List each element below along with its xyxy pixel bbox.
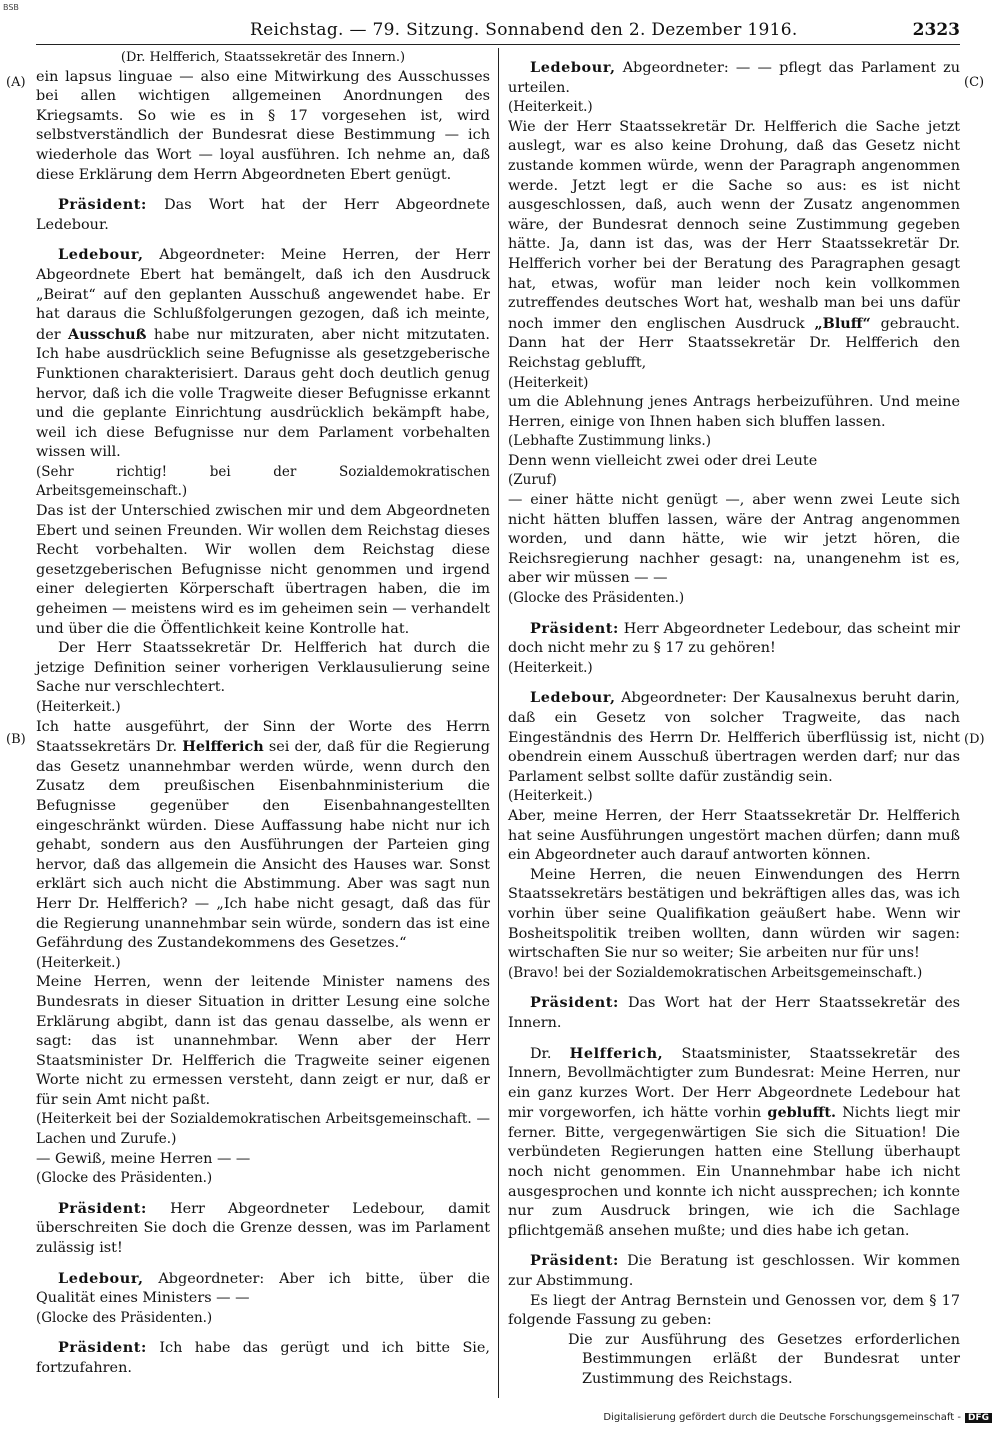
margin-marker-c: (C) xyxy=(964,75,985,90)
header-title: Reichstag. — 79. Sitzung. Sonnabend den 2. Dezember 1916. xyxy=(250,20,798,40)
speech-paragraph: Präsident: Herr Abgeordneter Ledebour, das scheint mir doch nicht mehr zu § 17 zu gehören! xyxy=(508,619,960,657)
paragraph: ein lapsus linguae — also eine Mitwirkung des Ausschusses bei allen wichtigen allgemeinen Anordnungen des Kriegsamts. So wie es in § 17 vorgesehen ist, wird selbstverständlich der Bundesrat diese Bestimmung — ich wiederhole das Wort — loyal ausführen. Ich nehme an, daß diese Erklärung dem Herrn Abgeordneten Ebert genügt. xyxy=(36,68,490,183)
paragraph: Meine Herren, wenn der leitende Minister namens des Bundesrats in dieser Situation in dritter Lesung eine solche Erklärung abgibt, dann ist das genau dasselbe, als wenn er sagt: das ist unannehmbar. Wenn aber der Herr Staatsminister Dr. Helfferich die Tragweite seiner eigenen Worte nicht zu ermessen versteht, dann zeigt er nur, daß er für sein Amt nicht paßt. xyxy=(36,974,490,1108)
speech-paragraph: Dr. Helfferich, Staatsminister, Staatssekretär des Innern, Bevollmächtigter zum Bundesrat: Meine Herren, nur ein ganz kurzes Wort. Der Herr Abgeordnete Ledebour hat mir vorgeworfen, ich hätte vorhin geblufft. Nichts liegt mir ferner. Bitte, vergegenwärtigen Sie sich die Situation! Die verbündeten Regierungen hatten eine Stellung überhaupt noch nicht genommen. Ein Unannehmbar habe ich nicht ausgesprochen und konnte ich nicht aussprechen; ich konnte nur zum Ausdruck bringen, wie ich die Sachlage pflichtgemäß ansehen mußte; und dies habe ich getan. xyxy=(508,1044,960,1239)
bsb-watermark: BSB xyxy=(3,3,19,12)
paragraph: — einer hätte nicht genügt —, aber wenn zwei Leute sich nicht hätten bluffen lassen, wäre der Antrag angenommen worden, und dann hätte, wie wir jetzt hören, die Reichsregierung nachher gesagt: na, unangenehm ist es, aber wir müssen — — xyxy=(508,492,960,587)
speaker-name: Ledebour, xyxy=(530,689,616,707)
page-header xyxy=(36,20,960,45)
paragraph: — Gewiß, meine Herren — — xyxy=(36,1150,251,1167)
interjection: (Heiterkeit.) xyxy=(508,659,593,676)
interjection: (Heiterkeit) xyxy=(508,374,589,391)
interjection: (Heiterkeit.) xyxy=(36,699,121,715)
right-column xyxy=(508,48,960,1390)
speech-paragraph: Präsident: Die Beratung ist geschlossen. Wir kommen zur Abstimmung. xyxy=(508,1252,960,1290)
paragraph: Wie der Herr Staatssekretär Dr. Helfferich die Sache jetzt auslegt, war es also keine Drohung, daß das Gesetz nicht zustande kommen würde, wenn der Paragraph angenommen werde. Jetzt legt er die Sache so aus: es ist nicht ausgeschlossen, daß, auch wenn der Zusatz angenommen wäre, der Bundesrat dennoch seine Zustimmung gegeben hätte. Ja, dann ist das, was der Herr Staatssekretär Dr. Helfferich vorher bei der Beratung des Paragraphen gesagt hat, etwas, wofür man leider noch kein vollkommen zutreffendes deutsches Wort hat, weshalb man bei uns dafür noch immer den englischen Ausdruck „Bluff“ gebraucht. Dann hat der Herr Staatssekretär Dr. Helfferich den Reichstag geblufft, xyxy=(508,118,960,371)
interjection: (Sehr richtig! bei der Sozialdemokratischen Arbeitsgemeinschaft.) xyxy=(36,463,490,500)
motion-text: Die zur Ausführung des Gesetzes erforderlichen Bestimmungen erläßt der Bundesrat unter Zustimmung des Reichstags. xyxy=(568,1331,960,1387)
speaker-name: Präsident: xyxy=(530,1252,619,1270)
interjection: (Heiterkeit.) xyxy=(36,954,121,971)
left-column xyxy=(36,48,490,1379)
interjection: (Bravo! bei der Sozialdemokratischen Arbeitsgemeinschaft.) xyxy=(508,964,923,981)
column-divider xyxy=(498,48,499,1398)
interjection: (Heiterkeit bei der Sozialdemokratischen Arbeitsgemeinschaft. — Lachen und Zurufe.) xyxy=(36,1111,490,1148)
paragraph: Es liegt der Antrag Bernstein und Genossen vor, dem § 17 folgende Fassung zu geben: xyxy=(508,1292,960,1329)
speech-paragraph: Präsident: Das Wort hat der Herr Staatssekretär des Innern. xyxy=(508,994,960,1031)
footer-text: Digitalisierung gefördert durch die Deutsche Forschungsgemeinschaft - xyxy=(603,1412,961,1423)
speaker-name: Präsident: xyxy=(530,994,619,1012)
paragraph: Der Herr Staatssekretär Dr. Helfferich hat durch die jetzige Definition seiner vorherigen Verklausulierung seine Sache nur verschlechtert. xyxy=(36,640,490,696)
speech-paragraph: Präsident: Ich habe das gerügt und ich bitte Sie, fortzufahren. xyxy=(36,1339,490,1376)
interjection: (Lebhafte Zustimmung links.) xyxy=(508,433,711,450)
interjection: (Glocke des Präsidenten.) xyxy=(508,590,685,607)
paragraph: Denn wenn vielleicht zwei oder drei Leute xyxy=(508,452,818,469)
speaker-name: Präsident: xyxy=(58,1199,147,1217)
speaker-name: Präsident: xyxy=(58,1339,147,1357)
speech-paragraph: Ledebour, Abgeordneter: Aber ich bitte, über die Qualität eines Ministers — — xyxy=(36,1269,490,1307)
running-speaker: (Dr. Helfferich, Staatssekretär des Innern.) xyxy=(120,50,406,65)
margin-marker-a: (A) xyxy=(6,75,26,90)
margin-marker-b: (B) xyxy=(6,732,26,747)
paragraph: Aber, meine Herren, der Herr Staatssekretär Dr. Helfferich hat seine Ausführungen ungestört machen dürfen; dann muß ein Abgeordneter auch darauf antworten können. xyxy=(508,807,960,864)
speaker-name: Helfferich, xyxy=(569,1044,664,1062)
speech-paragraph: Ledebour, Abgeordneter: Meine Herren, der Herr Abgeordnete Ebert hat bemängelt, daß ich den Ausdruck „Beirat“ auf den geplanten Ausschuß angewendet habe. Er hat daraus die Schlußfolgerungen gezogen, daß ich meinte, der Ausschuß habe nur mitzuraten, aber nicht mitzutaten. Ich habe ausdrücklich seine Befugnisse als gesetzgeberische Funktionen charakterisiert. Daraus geht doch deutlich genug hervor, daß ich die volle Tragweite dieser Befugnisse erkannt und die geplante Einrichtung ausdrücklich bekämpft habe, weil ich diese Befugnisse nur dem Parlament vorbehalten wissen will. xyxy=(36,246,490,461)
margin-marker-d: (D) xyxy=(964,732,985,747)
footer-credit xyxy=(603,1412,992,1423)
speech-paragraph: Ledebour, Abgeordneter: — — pflegt das Parlament zu urteilen. xyxy=(508,59,960,96)
interjection: (Heiterkeit.) xyxy=(508,788,593,805)
speech-paragraph: Ledebour, Abgeordneter: Der Kausalnexus beruht darin, daß ein Gesetz von solcher Tragweite, das nach Eingeständnis des Herrn Dr. Helfferich überflüssig ist, nicht obendrein einem Ausschuß übertragen werden darf; nur das Parlament selbst sollte dafür zuständig sein. xyxy=(508,689,960,785)
interjection: (Glocke des Präsidenten.) xyxy=(36,1170,213,1187)
paragraph: um die Ablehnung jenes Antrags herbeizuführen. Und meine Herren, einige von Ihnen haben sich bluffen lassen. xyxy=(508,394,960,430)
speaker-name: Ledebour, xyxy=(58,246,144,264)
speaker-name: Präsident: xyxy=(530,619,619,637)
speaker-name: Präsident: xyxy=(58,196,147,214)
dfg-logo: DFG xyxy=(965,1413,992,1423)
speech-paragraph: Präsident: Das Wort hat der Herr Abgeordnete Ledebour. xyxy=(36,196,490,233)
paragraph: Meine Herren, die neuen Einwendungen des Herrn Staatssekretärs bestätigen und bekräftigen alles das, was ich vorhin über seine Qualifikation geäußert habe. Wenn wir Bosheitspolitik treiben wollten, dann würden wir sagen: wirtschaften Sie nur so weiter; Sie arbeiten nur für uns! xyxy=(508,866,960,962)
interjection: (Heiterkeit.) xyxy=(508,99,593,116)
interjection: (Zuruf) xyxy=(508,472,557,489)
interjection: (Glocke des Präsidenten.) xyxy=(36,1309,213,1326)
paragraph: Das ist der Unterschied zwischen mir und dem Abgeordneten Ebert und seinen Freunden. Wir wollen dem Reichstag dieses Recht vorbehalten. Wir wollen dem Reichstag diese gesetzgeberischen Befugnisse nicht genommen und irgend einer delegierten Körperschaft übertragen haben, die im geheimen — meistens wird es im geheimen sein — verhandelt und über die die Öffentlichkeit keine Kontrolle hat. xyxy=(36,503,490,637)
speaker-name: Ledebour, xyxy=(530,59,616,76)
paragraph: Ich hatte ausgeführt, der Sinn der Worte des Herrn Staatssekretärs Dr. Helfferich sei der, daß für die Regierung das Gesetz unannehmbar werden würde, wenn durch den Zusatz dem preußischen Eisenbahnministerium die Befugnisse gegenüber den Eisenbahnangestellten eingeschränkt würden. Diese Auffassung habe nicht nur ich gehabt, sondern aus den Ausführungen der Parteien ging hervor, daß das allgemein die Ansicht des Hauses war. Sonst erklärt sich auch nicht die Abstimmung. Aber was sagt nun Herr Dr. Helfferich? — „Ich habe nicht gesagt, daß das für die Regierung unannehmbar sein würde, sondern das ist eine Gefährdung des Zustandekommens des Gesetzes.“ xyxy=(36,718,490,952)
page-number: 2323 xyxy=(912,20,960,40)
speech-paragraph: Präsident: Herr Abgeordneter Ledebour, damit überschreiten Sie doch die Grenze dessen, was im Parlament zulässig ist! xyxy=(36,1199,490,1257)
speaker-name: Ledebour, xyxy=(58,1269,144,1287)
